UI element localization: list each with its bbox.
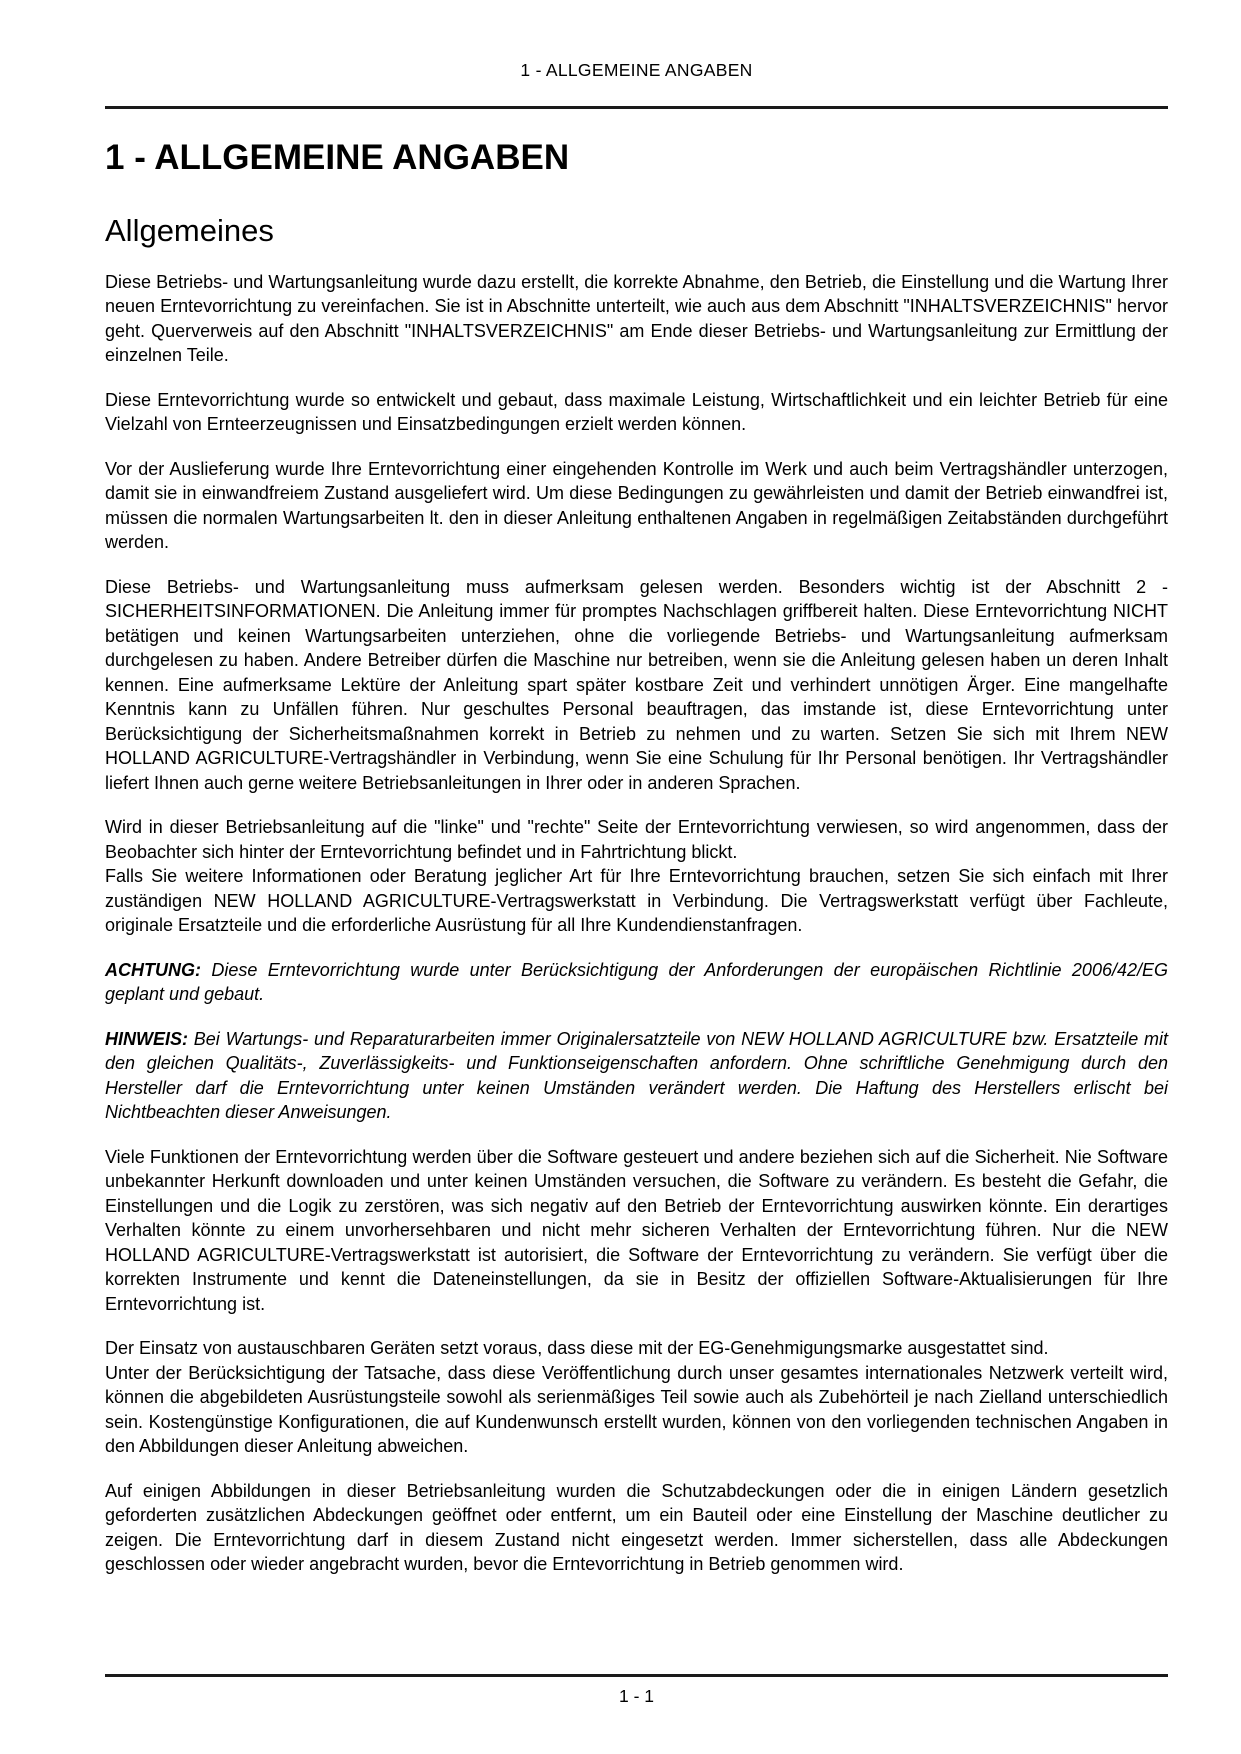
page-footer [105,1674,1168,1707]
header-divider [105,106,1168,109]
hint-text: Bei Wartungs- und Reparaturarbeiten immer Originalersatzteile von NEW HOLLAND AGRICULTURE bzw. Ersatzteile mit den gleichen Qualitäts-, Zuverlässigkeits- und Funktionseigenschaften anfordern. Ohne schriftliche Genehmigung durch den Hersteller darf die Erntevorrichtung unter keinen Umständen verändert werden. Die Haftung des Herstellers erlischt bei Nichtbeachten dieser Anweisungen. [105,1028,1168,1123]
body-paragraph: Falls Sie weitere Informationen oder Beratung jeglicher Art für Ihre Erntevorrichtung brauchen, setzen Sie sich einfach mit Ihrer zuständigen NEW HOLLAND AGRICULTURE-Vertragswerkstatt in Verbindung. Die Vertragswerkstatt verfügt über Fachleute, originale Ersatzteile und die erforderliche Ausrüstung für all Ihre Kundendienstanfragen. [105,866,1168,936]
hint-label: HINWEIS: [105,1028,188,1049]
body-paragraph: Diese Betriebs- und Wartungsanleitung wurde dazu erstellt, die korrekte Abnahme, den Betrieb, die Einstellung und die Wartung Ihrer neuen Erntevorrichtung zu vereinfachen. Sie ist in Abschnitte unterteilt, wie auch aus dem Abschnitt "INHALTSVERZEICHNIS" hervor geht. Querverweis auf den Abschnitt "INHALTSVERZEICHNIS" am Ende dieser Betriebs- und Wartungsanleitung zur Ermittlung der einzelnen Teile. [105,271,1168,366]
body-paragraph: Vor der Auslieferung wurde Ihre Erntevorrichtung einer eingehenden Kontrolle im Werk und auch beim Vertragshändler unterzogen, damit sie in einwandfreiem Zustand ausgeliefert wird. Um diese Bedingungen zu gewährleisten und damit der Betrieb einwandfrei ist, müssen die normalen Wartungsarbeiten lt. den in dieser Anleitung enthaltenen Angaben in regelmäßigen Zeitabständen durchgeführt werden. [105,458,1168,553]
page-running-header: 1 - ALLGEMEINE ANGABEN [520,60,753,80]
body-paragraph: Wird in dieser Betriebsanleitung auf die "linke" und "rechte" Seite der Erntevorrichtung verwiesen, so wird angenommen, dass der Beobachter sich hinter der Erntevorrichtung befindet und in Fahrtrichtung blickt. [105,817,1168,862]
attention-note [105,958,1168,1007]
section-heading: Allgemeines [105,213,274,249]
hint-note [105,1027,1168,1125]
body-paragraph: Auf einigen Abbildungen in dieser Betriebsanleitung wurden die Schutzabdeckungen oder die in einigen Ländern gesetzlich geforderten zusätzlichen Abdeckungen geöffnet oder entfernt, um ein Bauteil oder eine Einstellung der Maschine deutlicher zu zeigen. Die Erntevorrichtung darf in diesem Zustand nicht eingesetzt werden. Immer sicherstellen, dass alle Abdeckungen geschlossen oder wieder angebracht wurden, bevor die Erntevorrichtung in Betrieb genommen wird. [105,1480,1168,1575]
chapter-title: 1 - ALLGEMEINE ANGABEN [105,138,570,177]
body-paragraph: Viele Funktionen der Erntevorrichtung werden über die Software gesteuert und andere beziehen sich auf die Sicherheit. Nie Software unbekannter Herkunft downloaden und unter keinen Umständen versuchen, die Software zu verändern. Es besteht die Gefahr, die Einstellungen und die Logik zu zerstören, was sich negativ auf den Betrieb der Erntevorrichtung auswirken könnte. Ein derartiges Verhalten könnte zu einem unvorhersehbaren und nicht mehr sicheren Verhalten der Erntevorrichtung führen. Nur die NEW HOLLAND AGRICULTURE-Vertragswerkstatt ist autorisiert, die Software der Erntevorrichtung zu verändern. Sie verfügt über die korrekten Instrumente und kennt die Dateneinstellungen, da sie in Besitz der offiziellen Software-Aktualisierungen für Ihre Erntevorrichtung ist. [105,1146,1168,1314]
page-number: 1 - 1 [618,1686,655,1706]
body-paragraph: Diese Betriebs- und Wartungsanleitung muss aufmerksam gelesen werden. Besonders wichtig ist der Abschnitt 2 - SICHERHEITSINFORMATIONEN. Die Anleitung immer für promptes Nachschlagen griffbereit halten. Diese Erntevorrichtung NICHT betätigen und keinen Wartungsarbeiten unterziehen, ohne die vorliegende Betriebs- und Wartungsanleitung aufmerksam durchgelesen zu haben. Andere Betreiber dürfen die Maschine nur betreiben, wenn sie die Anleitung gelesen haben un deren Inhalt kennen. Eine aufmerksame Lektüre der Anleitung spart später kostbare Zeit und verhindert unnötigen Ärger. Eine mangelhafte Kenntnis kann zu Unfällen führen. Nur geschultes Personal beauftragen, das imstande ist, diese Erntevorrichtung unter Berücksichtigung der Sicherheitsmaßnahmen korrekt in Betrieb zu nehmen und zu warten. Setzen Sie sich mit Ihrem NEW HOLLAND AGRICULTURE-Vertragshändler in Verbindung, wenn Sie eine Schulung für Ihr Personal benötigen. Ihr Vertragshändler liefert Ihnen auch gerne weitere Betriebsanleitungen in Ihrer oder in anderen Sprachen. [105,576,1168,793]
attention-text: Diese Erntevorrichtung wurde unter Berücksichtigung der Anforderungen der europäischen Richtlinie 2006/42/EG geplant und gebaut. [105,959,1168,1005]
footer-divider [105,1674,1168,1677]
body-paragraph: Der Einsatz von austauschbaren Geräten setzt voraus, dass diese mit der EG-Genehmigungsmarke ausgestattet sind. [105,1338,1049,1359]
body-text [105,270,1168,1577]
body-paragraph: Diese Erntevorrichtung wurde so entwickelt und gebaut, dass maximale Leistung, Wirtschaftlichkeit und ein leichter Betrieb für eine Vielzahl von Ernteerzeugnissen und Einsatzbedingungen erzielt werden können. [105,389,1168,435]
body-paragraph: Unter der Berücksichtigung der Tatsache, dass diese Veröffentlichung durch unser gesamtes internationales Netzwerk verteilt wird, können die abgebildeten Ausrüstungsteile sowohl als serienmäßiges Teil sowie auch als Zubehörteil je nach Zielland unterschiedlich sein. Kostengünstige Konfigurationen, die auf Kundenwunsch erstellt wurden, können von den vorliegenden technischen Angaben in den Abbildungen dieser Anleitung abweichen. [105,1362,1168,1457]
manual-page [105,0,1168,1597]
attention-label: ACHTUNG: [105,959,201,980]
